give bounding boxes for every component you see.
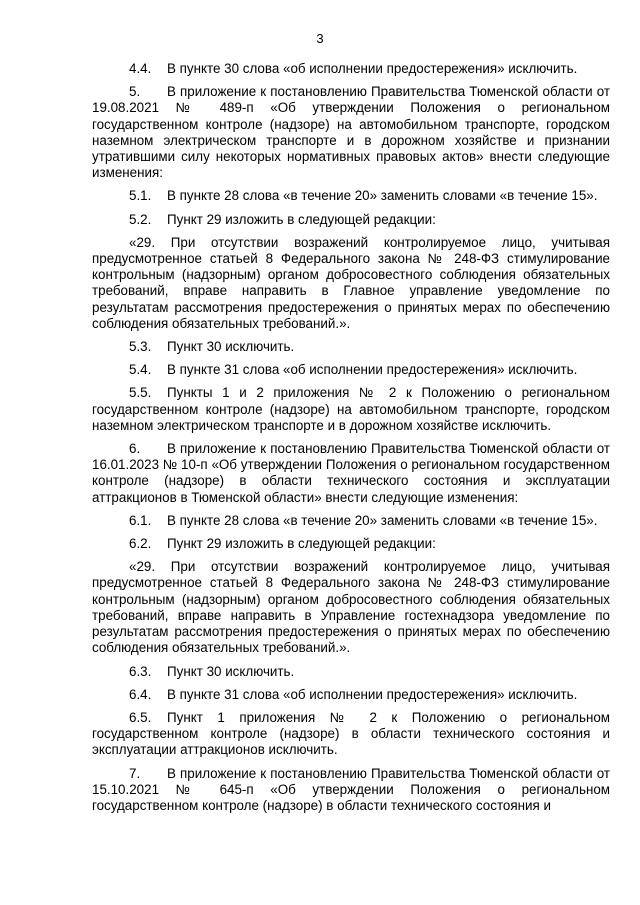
paragraph-text: Пункт 30 исключить. (167, 339, 295, 355)
paragraph-number: 4.4. (129, 61, 152, 76)
paragraph-6-5 (92, 710, 610, 759)
paragraph-6-3 (92, 664, 610, 680)
paragraph-number: 5.3. (129, 339, 152, 355)
page-number: 3 (316, 31, 324, 46)
paragraph-5-5 (92, 385, 610, 434)
paragraph-number: 5.4. (129, 362, 152, 378)
paragraph-5 (92, 84, 610, 181)
paragraph-number: 6. (129, 441, 141, 457)
paragraph-number: 6.3. (129, 663, 152, 679)
paragraph-text: «29. При отсутствии возражений контролируемое лицо, учитывая предусмотренное статьей 8 Федерального закона № 248-ФЗ стимулирование контрольным (надзорным) органом добросовестного соблюдения обязательных требований, вправе направить в Главное управление уведомление по результатам рассмотрения предостережения о принятых мерах по обеспечению соблюдения обязательных требований.». (92, 234, 610, 331)
paragraph-number: 6.2. (129, 536, 152, 552)
paragraph-number: 5. (129, 84, 141, 100)
paragraph-6-4 (92, 687, 610, 703)
paragraph-text: В пункте 30 слова «об исполнении предостережения» исключить. (167, 61, 578, 76)
paragraph-text: В пункте 31 слова «об исполнении предостережения» исключить. (167, 362, 578, 378)
document-body (92, 61, 610, 821)
paragraph-number: 7. (129, 765, 141, 781)
paragraph-text: В пункте 28 слова «в течение 20» заменить словами «в течение 15». (167, 188, 598, 204)
paragraph-text: Пункты 1 и 2 приложения № 2 к Положению о региональном государственном контроле (надзоре) на автомобильном транспорте, городском наземном электрическом транспорте и в дорожном хозяйстве исключить. (92, 385, 610, 433)
paragraph-text: Пункт 1 приложения № 2 к Положению о региональном государственном контроле (надзоре) в области технического состояния и эксплуатации аттракционов исключить. (92, 709, 610, 758)
paragraph-6 (92, 441, 610, 506)
paragraph-number: 5.2. (129, 211, 152, 227)
paragraph-5-2 (92, 212, 610, 228)
paragraph-text: «29. При отсутствии возражений контролируемое лицо, учитывая предусмотренное статьей 8 Федерального закона № 248-ФЗ стимулирование контрольным (надзорным) органом добросовестного соблюдения обязательных требований, вправе направить в Управление гостехнадзора уведомление по результатам рассмотрения предостережения о принятых мерах по обеспечению соблюдения обязательных требований.». (92, 559, 610, 656)
paragraph-text: В пункте 28 слова «в течение 20» заменить словами «в течение 15». (167, 512, 598, 528)
quoted-clause-29-first (92, 235, 610, 332)
quoted-clause-29-second (92, 559, 610, 656)
paragraph-5-3 (92, 339, 610, 355)
paragraph-text: В пункте 31 слова «об исполнении предостережения» исключить. (167, 686, 578, 702)
paragraph-text: В приложение к постановлению Правительства Тюменской области от 15.10.2021 № 645-п «Об утверждении Положения о региональном государственном контроле (надзоре) в области технического состояния и (92, 765, 610, 813)
paragraph-text: Пункт 30 исключить. (167, 663, 295, 679)
paragraph-number: 6.1. (129, 512, 152, 528)
paragraph-6-1 (92, 513, 610, 529)
paragraph-number: 5.1. (129, 188, 152, 204)
paragraph-5-4 (92, 362, 610, 378)
paragraph-7 (92, 766, 610, 815)
paragraph-text: Пункт 29 изложить в следующей редакции: (167, 536, 436, 552)
paragraph-text: В приложение к постановлению Правительства Тюменской области от 19.08.2021 № 489-п «Об утверждении Положения о региональном государственном контроле (надзоре) на автомобильном транспорте, городском наземном электрическом транспорте и в дорожном хозяйстве и признании утратившими силу некоторых нормативных правовых актов» внести следующие изменения: (92, 84, 610, 181)
paragraph-6-2 (92, 536, 610, 552)
paragraph-number: 6.5. (129, 709, 152, 725)
paragraph-number: 6.4. (129, 686, 152, 702)
paragraph-number: 5.5. (129, 385, 152, 401)
paragraph-5-1 (92, 188, 610, 204)
paragraph-text: В приложение к постановлению Правительства Тюменской области от 16.01.2023 № 10-п «Об утверждении Положения о региональном государственном контроле (надзоре) в области технического состояния и эксплуатации аттракционов в Тюменской области» внести следующие изменения: (92, 441, 610, 505)
paragraph-4-4 (92, 61, 610, 77)
paragraph-text: Пункт 29 изложить в следующей редакции: (167, 211, 436, 227)
